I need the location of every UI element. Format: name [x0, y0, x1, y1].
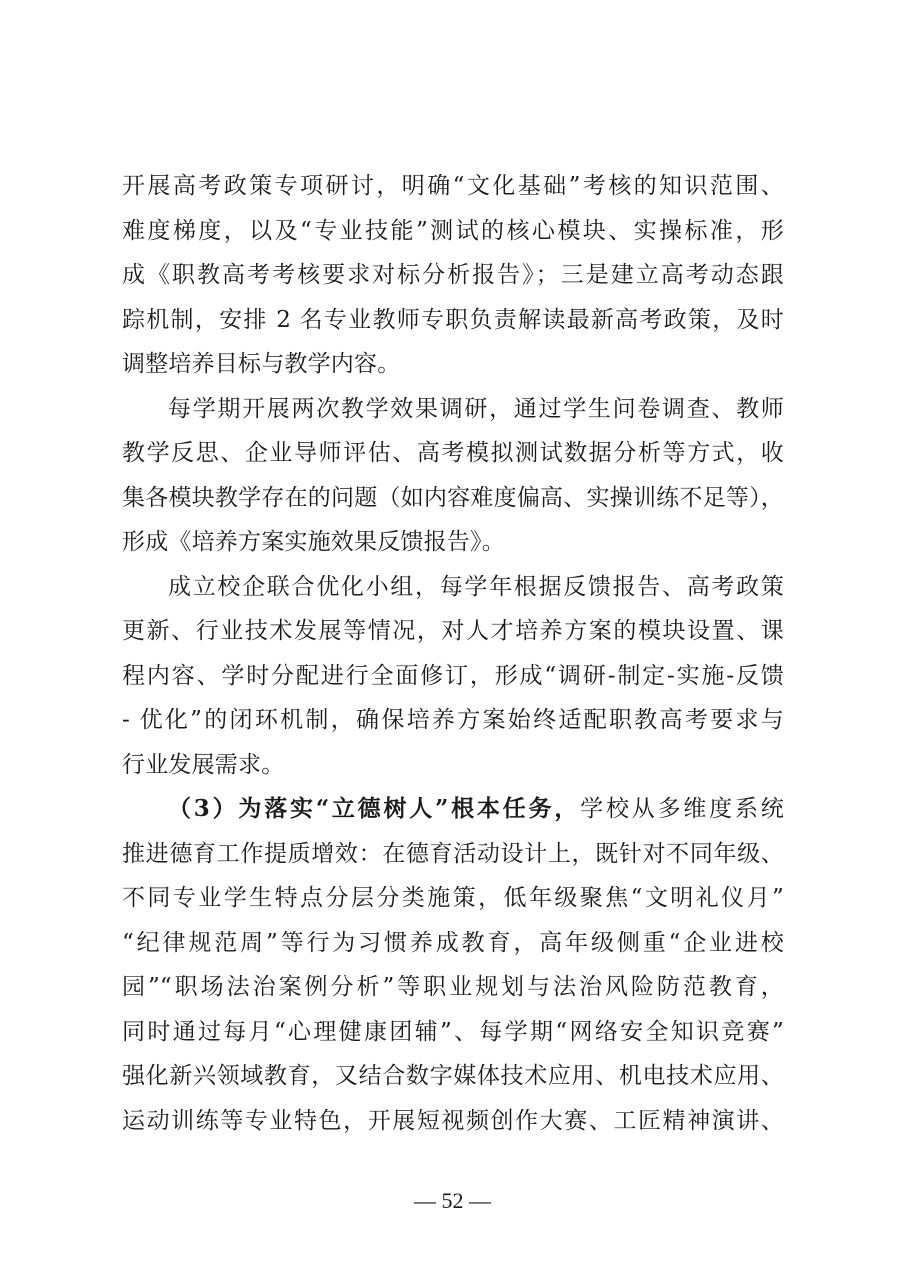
text-line: 更新、行业技术发展等情况，对人才培养方案的模块设置、课 [122, 618, 784, 644]
text-line: 强化新兴领域教育，又结合数字媒体技术应用、机电技术应用、 [122, 1063, 784, 1089]
text-line: 行业发展需求。 [122, 751, 285, 778]
text-line: 程内容、学时分配进行全面修订，形成“调研-制定-实施-反馈 [122, 662, 784, 689]
text-run: 学校从多维度系统 [580, 796, 784, 822]
text-line: 园”“职场法治案例分析”等职业规划与法治风险防范教育， [122, 974, 784, 1000]
page-number: — 52 — [414, 1188, 491, 1213]
text-line: 调整培养目标与教学内容。 [122, 351, 401, 377]
text-line: 集各模块教学存在的问题（如内容难度偏高、实操训练不足等）， [122, 484, 784, 511]
text-line: 同时通过每月“心理健康团辅”、每学期“网络安全知识竞赛” [122, 1018, 784, 1045]
text-line: 推进德育工作提质增效：在德育活动设计上，既针对不同年级、 [122, 840, 784, 867]
text-line: “纪律规范周”等行为习惯养成教育，高年级侧重“企业进校 [122, 929, 784, 956]
text-line: 成《职教高考考核要求对标分析报告》；三是建立高考动态跟 [122, 262, 784, 288]
text-line [122, 787, 784, 832]
text-line: 成立校企联合优化小组，每学年根据反馈报告、高考政策 [168, 573, 784, 600]
text-line: 踪机制，安排 2 名专业教师专职负责解读最新高考政策，及时 [122, 306, 784, 333]
text-line: 不同专业学生特点分层分类施策，低年级聚焦“文明礼仪月” [122, 885, 784, 911]
text-line: 形成《培养方案实施效果反馈报告》。 [122, 529, 505, 555]
text-line: 开展高考政策专项研讨，明确“文化基础”考核的知识范围、 [122, 173, 784, 199]
body-text [122, 164, 784, 1143]
text-line: 教学反思、企业导师评估、高考模拟测试数据分析等方式，收 [122, 440, 784, 466]
text-line: 难度梯度，以及“专业技能”测试的核心模块、实操标准，形 [122, 217, 784, 244]
text-line: 每学期开展两次教学效果调研，通过学生问卷调查、教师 [168, 395, 784, 422]
text-line: 运动训练等专业特色，开展短视频创作大赛、工匠精神演讲、 [122, 1107, 784, 1134]
text-line: - 优化”的闭环机制，确保培养方案始终适配职教高考要求与 [122, 707, 784, 733]
section-lead: （3）为落实“立德树人”根本任务， [168, 795, 581, 822]
